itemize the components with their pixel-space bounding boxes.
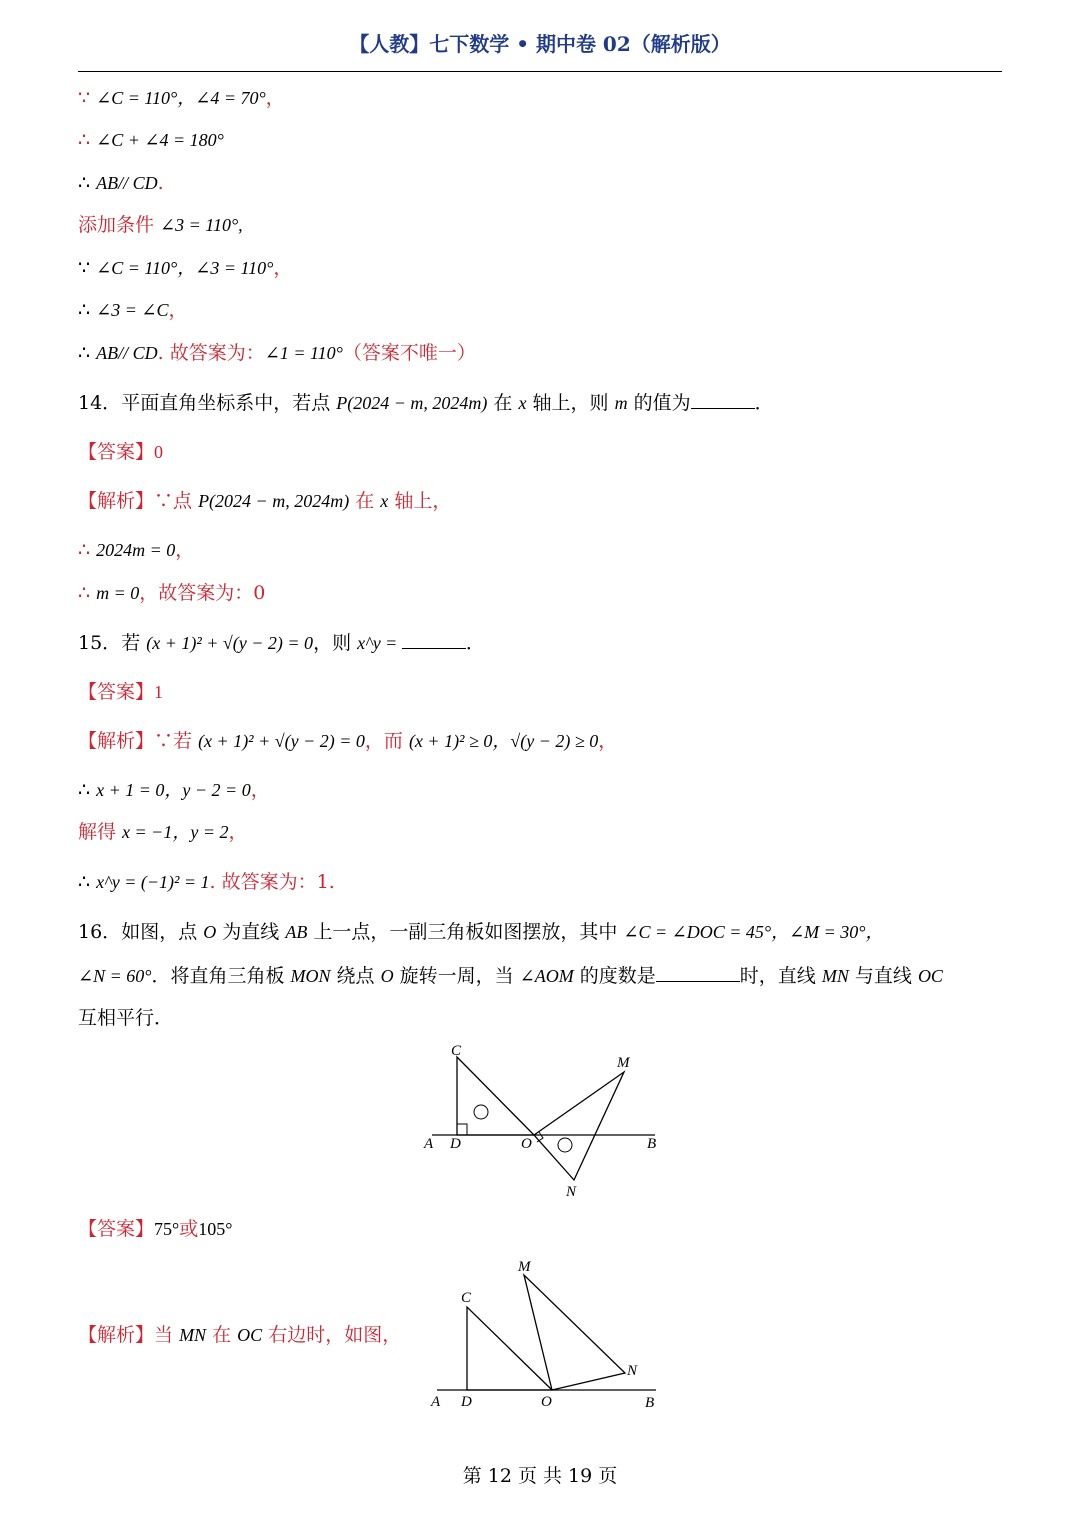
- math-expression: ∠C = 110°，∠3 = 110°: [96, 258, 274, 278]
- question-text: 时，直线: [739, 965, 822, 987]
- answer-value: 105°: [198, 1219, 233, 1239]
- math-expression: OC: [917, 966, 943, 986]
- math-expression: OC: [237, 1325, 263, 1345]
- triangle-MON: [524, 1275, 625, 1390]
- question-text: ．将直角三角板: [151, 965, 291, 987]
- punctuation: ，: [175, 539, 195, 561]
- question-text: 互相平行．: [78, 1007, 174, 1029]
- math-expression: AB// CD: [96, 173, 158, 193]
- answer-label: 【答案】: [78, 1218, 155, 1240]
- therefore-symbol: ∴: [78, 172, 97, 194]
- point-label-B: B: [647, 1136, 657, 1152]
- page-header-title: 【人教】七下数学 • 期中卷 02（解析版）: [349, 32, 731, 56]
- question-text: 与直线: [848, 965, 918, 987]
- question-text: 轴上，则: [526, 392, 615, 414]
- math-expression: x: [380, 491, 389, 511]
- question-number: 15．: [78, 632, 122, 654]
- question-text: 的值为: [627, 392, 691, 414]
- punctuation: ，: [250, 779, 270, 801]
- question-text: 平面直角坐标系中，若点: [121, 392, 337, 414]
- punctuation: .: [157, 172, 164, 194]
- question-text: 在: [487, 392, 519, 414]
- math-expression: MN: [821, 966, 849, 986]
- question-text: 的度数是: [573, 965, 656, 987]
- therefore-symbol: ∴: [78, 299, 97, 321]
- point-label-O: O: [541, 1394, 552, 1410]
- math-expression: (x + 1)² ≥ 0，√(y − 2) ≥ 0: [408, 731, 599, 751]
- question-text: 上一点，一副三角板如图摆放，其中: [307, 921, 624, 943]
- point-label-O: O: [521, 1136, 532, 1152]
- analysis-label: 【解析】: [78, 490, 155, 512]
- page-footer: 第 12 页 共 19 页: [462, 1465, 618, 1487]
- analysis-label: 【解析】: [78, 730, 155, 752]
- math-expression: ∠C = 110°，∠4 = 70°: [96, 88, 266, 108]
- math-expression: 2024m = 0: [96, 540, 176, 560]
- answer-value: 1: [154, 682, 164, 702]
- math-expression: x: [518, 393, 527, 413]
- question-end: ．: [754, 392, 774, 414]
- punctuation: ，: [273, 257, 293, 279]
- math-expression: MN: [179, 1325, 207, 1345]
- math-expression: x^y =: [357, 633, 402, 653]
- math-expression: ∠3 = ∠C: [96, 300, 169, 320]
- point-label-A: A: [431, 1394, 441, 1410]
- math-expression: x^y = (−1)² = 1: [96, 872, 210, 892]
- point-label-M: M: [518, 1259, 531, 1275]
- therefore-symbol: ∴: [78, 871, 97, 893]
- point-label-D: D: [461, 1394, 472, 1410]
- therefore-symbol: ∴: [78, 342, 97, 364]
- math-expression: (x + 1)² + √(y − 2) = 0: [198, 731, 365, 751]
- because-symbol: ∵: [78, 257, 97, 279]
- math-expression: P(2024 − m, 2024m): [198, 491, 350, 511]
- point-label-M: M: [617, 1055, 630, 1071]
- question-text: 旋转一周，当: [393, 965, 520, 987]
- text-segment: ，而: [364, 730, 409, 752]
- analysis-label: 【解析】: [78, 1324, 155, 1346]
- therefore-symbol: ∴: [78, 539, 97, 561]
- answer-value: 75°: [154, 1219, 180, 1239]
- point-label-N: N: [627, 1363, 638, 1379]
- punctuation: ，: [265, 87, 285, 109]
- question-end: ．: [465, 632, 485, 654]
- point-label-B: B: [645, 1395, 655, 1411]
- math-expression: MON: [290, 966, 331, 986]
- therefore-symbol: ∴: [78, 779, 97, 801]
- math-expression: O: [203, 922, 217, 942]
- question-text: 为直线: [216, 921, 286, 943]
- punctuation: ，: [168, 299, 188, 321]
- question-text: 绕点: [330, 965, 381, 987]
- math-expression: m = 0: [96, 583, 140, 603]
- text-segment: 在: [349, 490, 381, 512]
- math-expression: ∠N = 60°: [78, 966, 152, 986]
- math-expression: (x + 1)² + √(y − 2) = 0: [146, 633, 314, 653]
- text-segment: 添加条件: [78, 214, 161, 236]
- text-segment: . 故答案为：1.: [209, 871, 335, 893]
- point-label-C: C: [461, 1290, 472, 1306]
- text-segment: （答案不唯一）: [342, 342, 476, 364]
- text-segment: 或: [179, 1218, 199, 1240]
- because-symbol: ∵: [78, 87, 97, 109]
- answer-label: 【答案】: [78, 681, 155, 703]
- text-segment: ∵若: [154, 730, 199, 752]
- math-expression: ∠3 = 110°,: [160, 215, 243, 235]
- punctuation: ，: [228, 821, 248, 843]
- point-label-C: C: [451, 1043, 462, 1059]
- question-text: 若: [121, 632, 147, 654]
- therefore-symbol: ∴: [78, 129, 97, 151]
- punctuation: ，: [598, 730, 618, 752]
- text-segment: 解得: [78, 821, 123, 843]
- triangle-CDO: [467, 1307, 552, 1390]
- point-label-A: A: [424, 1136, 434, 1152]
- point-label-D: D: [450, 1136, 461, 1152]
- question-number: 14．: [78, 392, 122, 414]
- text-segment: 当: [154, 1324, 180, 1346]
- math-expression: O: [380, 966, 394, 986]
- math-expression: ∠C + ∠4 = 180°: [96, 130, 224, 150]
- point-label-N: N: [566, 1184, 577, 1200]
- text-segment: 右边时，如图，: [262, 1324, 402, 1346]
- math-expression: x + 1 = 0，y − 2 = 0: [96, 780, 251, 800]
- math-expression: ∠AOM: [519, 966, 574, 986]
- math-expression: P(2024 − m, 2024m): [336, 393, 488, 413]
- answer-value: 0: [154, 442, 164, 462]
- math-expression: AB// CD: [96, 343, 158, 363]
- text-segment: . 故答案为：: [157, 342, 265, 364]
- text-segment: 轴上，: [388, 490, 452, 512]
- question-text: ，则: [313, 632, 358, 654]
- math-expression: ∠1 = 110°: [264, 343, 343, 363]
- text-segment: 在: [206, 1324, 238, 1346]
- answer-label: 【答案】: [78, 441, 155, 463]
- math-expression: ∠C = ∠DOC = 45°，∠M = 30°，: [623, 922, 884, 942]
- math-expression: m: [614, 393, 628, 413]
- question-text: 如图，点: [121, 921, 204, 943]
- therefore-symbol: ∴: [78, 582, 97, 604]
- math-expression: x = −1，y = 2: [122, 822, 229, 842]
- text-segment: ∵点: [154, 490, 199, 512]
- math-expression: AB: [285, 922, 308, 942]
- question-number: 16．: [78, 921, 122, 943]
- text-segment: ，故答案为：0: [139, 582, 266, 604]
